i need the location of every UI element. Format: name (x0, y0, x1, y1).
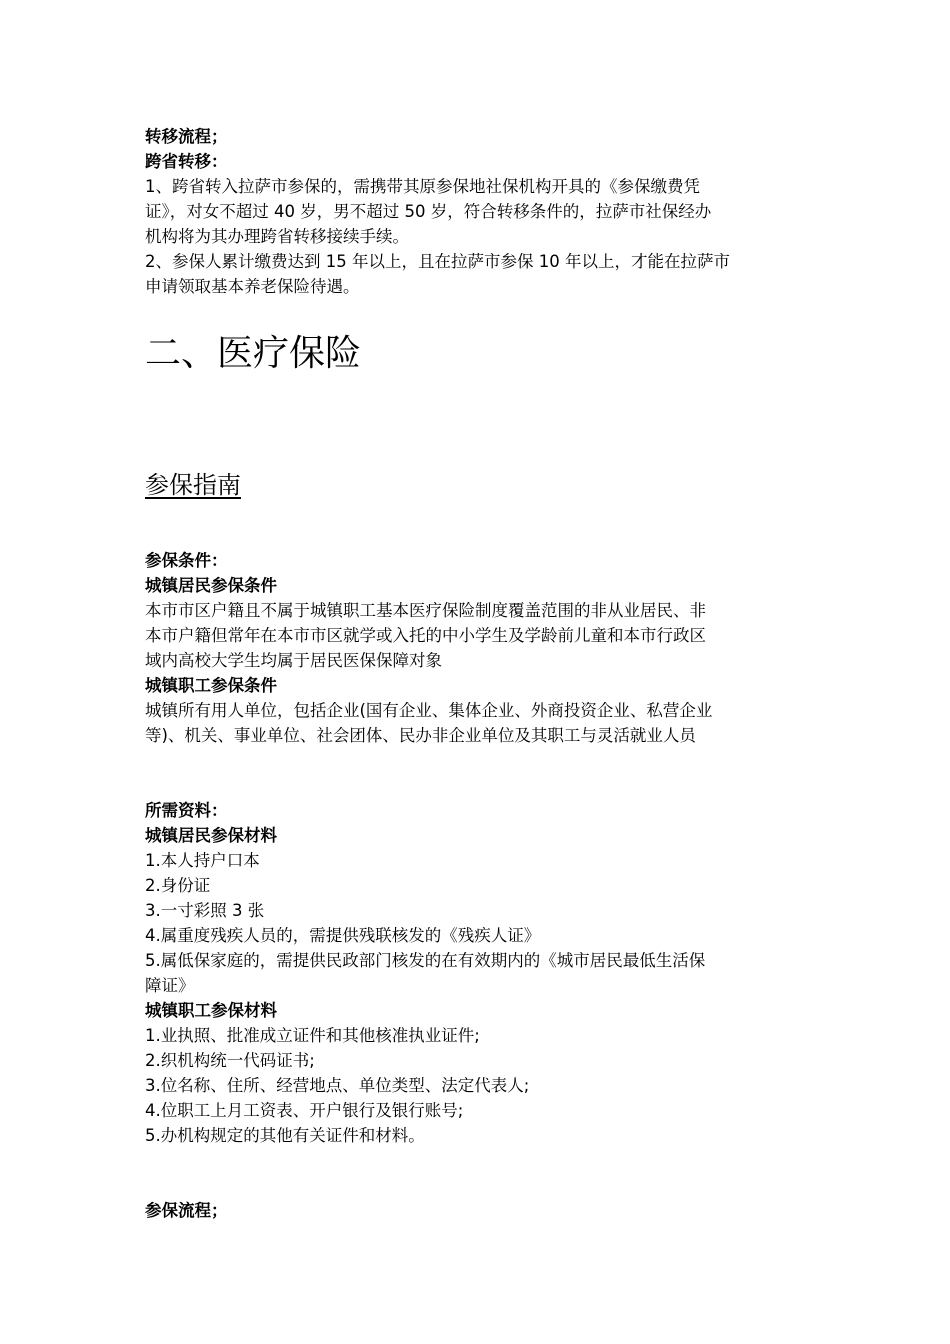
transfer-subtitle: 跨省转移： (145, 152, 228, 171)
resident-conditions-line3: 域内高校大学生均属于居民医保保障对象 (145, 651, 442, 670)
worker-material-item: 4.位职工上月工资表、开户银行及银行账号; (145, 1101, 464, 1120)
materials-label: 所需资料： (145, 801, 228, 820)
resident-conditions-heading: 城镇居民参保条件 (145, 576, 277, 595)
transfer-item1-line2: 证》，对女不超过 40 岁，男不超过 50 岁，符合转移条件的，拉萨市社保经办 (145, 202, 712, 221)
worker-material-item: 1.业执照、批准成立证件和其他核准执业证件; (145, 1026, 480, 1045)
resident-material-item: 3.一寸彩照 3 张 (145, 901, 265, 920)
process-label: 参保流程； (145, 1201, 228, 1220)
transfer-item1-line3: 机构将为其办理跨省转移接续手续。 (145, 227, 409, 246)
worker-conditions-line1: 城镇所有用人单位，包括企业(国有企业、集体企业、外商投资企业、私营企业 (145, 701, 713, 720)
worker-material-item: 3.位名称、住所、经营地点、单位类型、法定代表人; (145, 1076, 530, 1095)
resident-conditions-line1: 本市市区户籍且不属于城镇职工基本医疗保险制度覆盖范围的非从业居民、非 (145, 601, 706, 620)
worker-conditions-line2: 等)、机关、事业单位、社会团体、民办非企业单位及其职工与灵活就业人员 (145, 726, 696, 745)
worker-material-item: 2.织机构统一代码证书; (145, 1051, 315, 1070)
resident-material-item: 4.属重度残疾人员的，需提供残联核发的《残疾人证》 (145, 926, 541, 945)
resident-materials-heading: 城镇居民参保材料 (145, 826, 277, 845)
guide-title: 参保指南 (145, 471, 241, 499)
section-title: 二、医疗保险 (145, 333, 362, 374)
transfer-item2-line2: 申请领取基本养老保险待遇。 (145, 277, 360, 296)
worker-materials-heading: 城镇职工参保材料 (145, 1001, 277, 1020)
resident-material-item: 1.本人持户口本 (145, 851, 260, 870)
conditions-label: 参保条件： (145, 551, 228, 570)
worker-material-item: 5.办机构规定的其他有关证件和材料。 (145, 1126, 425, 1145)
worker-conditions-heading: 城镇职工参保条件 (145, 676, 277, 695)
transfer-item2-line1: 2、参保人累计缴费达到 15 年以上，且在拉萨市参保 10 年以上，才能在拉萨市 (145, 252, 730, 271)
transfer-title: 转移流程； (145, 127, 228, 146)
resident-material-item: 2.身份证 (145, 876, 211, 895)
resident-material-item5-line2: 障证》 (145, 976, 195, 995)
transfer-item1-line1: 1、跨省转入拉萨市参保的，需携带其原参保地社保机构开具的《参保缴费凭 (145, 177, 700, 196)
resident-material-item: 5.属低保家庭的，需提供民政部门核发的在有效期内的《城市居民最低生活保 (145, 951, 706, 970)
resident-conditions-line2: 本市户籍但常年在本市市区就学或入托的中小学生及学龄前儿童和本市行政区 (145, 626, 706, 645)
